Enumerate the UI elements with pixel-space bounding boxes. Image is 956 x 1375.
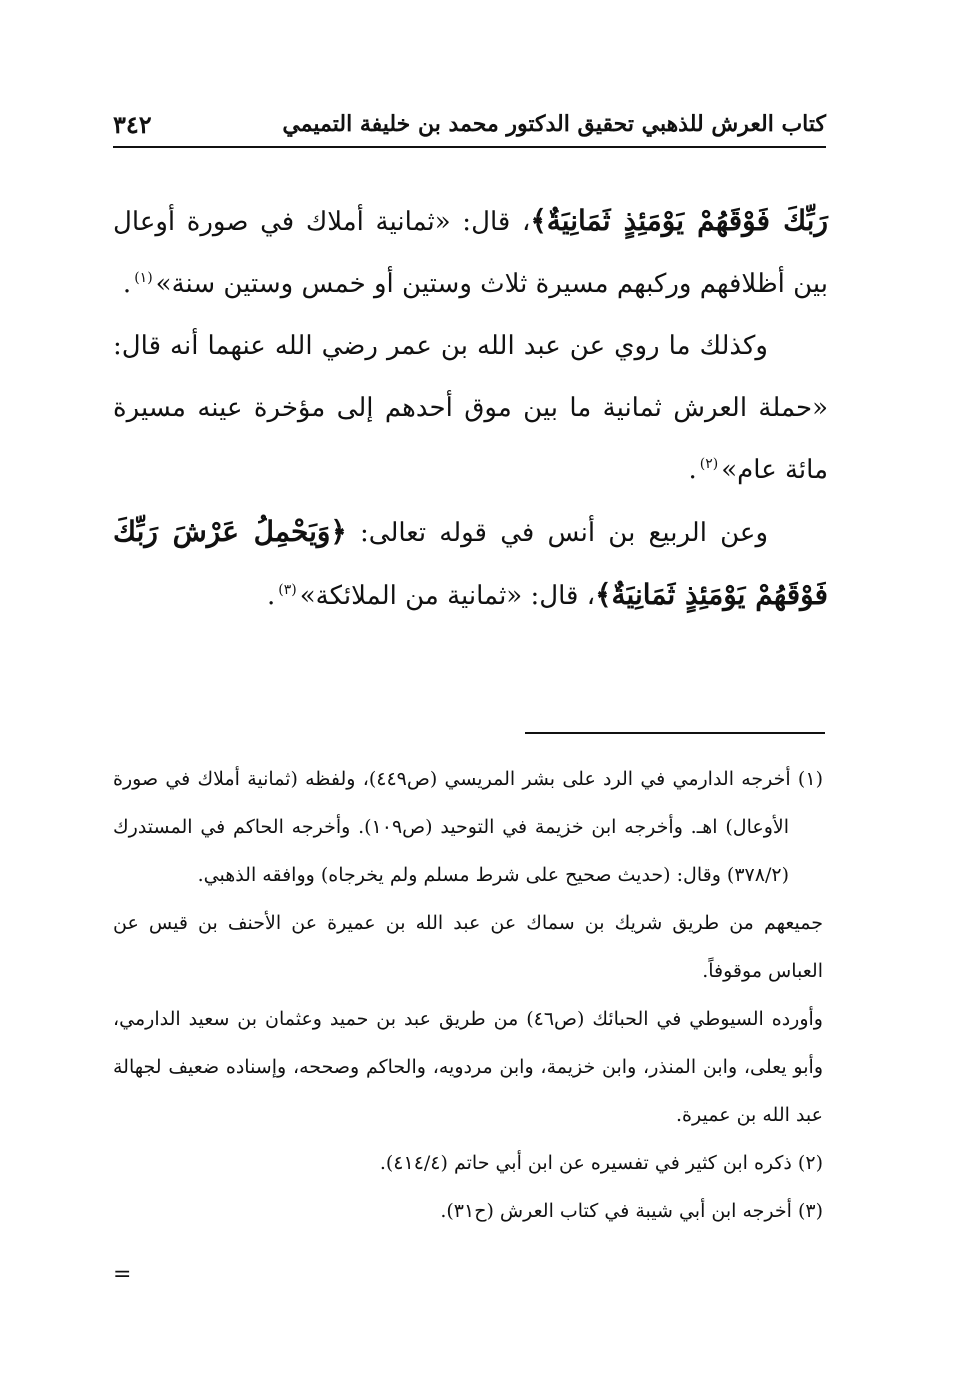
footnotes <box>113 755 823 1235</box>
page-number: ٣٤٢ <box>113 109 152 139</box>
quran-verse: رَبِّكَ فَوْقَهُمْ يَوْمَئِذٍ ثَمَانِيَةٌ﴾ <box>530 204 828 237</box>
footnote-3: (٣) أخرجه ابن أبي شيبة في كتاب العرش (ح٣١). <box>440 1200 823 1222</box>
continuation-mark: = <box>113 1262 132 1287</box>
paragraph-1 <box>113 190 828 315</box>
footnote-2: (٢) ذكره ابن كثير في تفسيره عن ابن أبي حاتم (٤١٤/٤). <box>379 1152 823 1174</box>
paragraph-1-end: . <box>122 269 132 299</box>
footnote-ref-3[interactable]: (٣) <box>278 582 297 599</box>
paragraph-3 <box>113 501 828 627</box>
footnote-1-continuation: جميعهم من طريق شريك بن سماك عن عبد الله بن عميرة عن الأحنف بن قيس عن العباس موقوفاً. <box>113 912 823 982</box>
footnote-separator <box>525 732 825 734</box>
paragraph-3-end: . <box>266 581 276 611</box>
footnote-ref-2[interactable]: (٢) <box>699 456 719 473</box>
footnote-1-continuation: وأورده السيوطي في الحبائك (ص٤٦) من طريق عبد بن حميد وعثمان بن سعيد الدارمي، وأبو يعلى، وابن المنذر، وابن خزيمة، وابن مردويه، والحاكم وصححه، وإسناده ضعيف لجهالة عبد الله بن عميرة. <box>113 1008 823 1126</box>
footnote-ref-1[interactable]: (١) <box>134 270 153 287</box>
quran-verse: ﴿وَيَحْمِلُ عَرْشَ رَبِّكَ فَوْقَهُمْ يَوْمَئِذٍ ثَمَانِيَةٌ﴾ <box>113 515 828 611</box>
paragraph-1-text: ، قال: «ثمانية أملاك في صورة أوعال بين أظلافهم وركبهم مسيرة ثلاث وستين أو خمس وستين سنة» <box>113 207 828 299</box>
running-header <box>113 102 826 148</box>
paragraph-2-text: وكذلك ما روي عن عبد الله بن عمر رضي الله عنهما أنه قال: «حملة العرش ثمانية ما بين موق أحدهم إلى مؤخرة عينه مسيرة مائة عام» <box>113 331 828 485</box>
paragraph-2 <box>113 315 828 501</box>
paragraph-2-end: . <box>688 455 697 485</box>
paragraph-3-text-before: وعن الربيع بن أنس في قوله تعالى: <box>346 518 768 548</box>
main-text <box>113 190 828 627</box>
header-title: كتاب العرش للذهبي تحقيق الدكتور محمد بن خليفة التميمي <box>282 111 826 137</box>
footnote-1: (١) أخرجه الدارمي في الرد على بشر المريسي (ص٤٤٩)، ولفظه (ثمانية أملاك في صورة الأوعال) اهـ. وأخرجه ابن خزيمة في التوحيد (ص١٠٩). وأخرجه الحاكم في المستدرك (٣٧٨/٢) وقال: (حديث صحيح على شرط مسلم ولم يخرجاه) ووافقه الذهبي. <box>113 768 823 886</box>
paragraph-3-text-after: ، قال: «ثمانية من الملائكة» <box>299 581 596 611</box>
